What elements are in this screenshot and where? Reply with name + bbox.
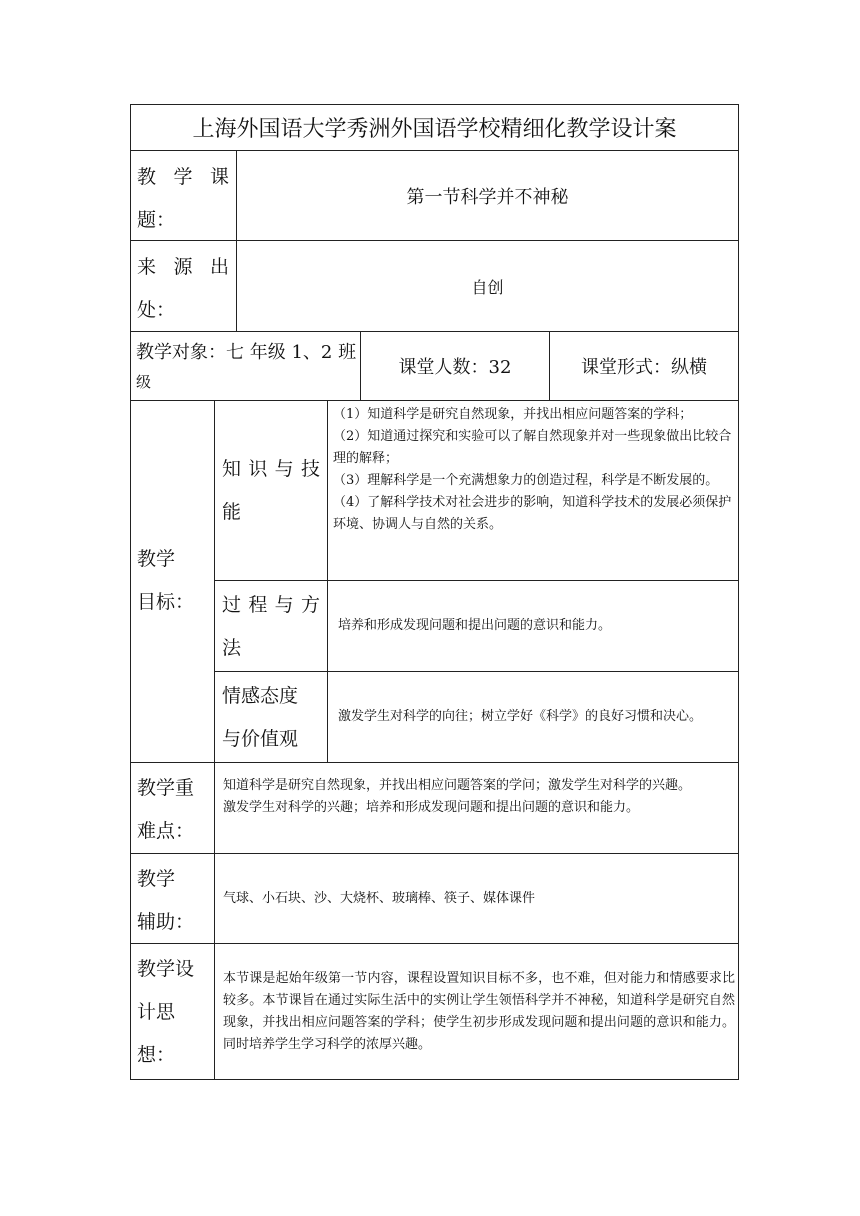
knowledge-label: 知 识 与 技 能 bbox=[222, 458, 320, 523]
emotion-text: 激发学生对科学的向往；树立学好《科学》的良好习惯和决心。 bbox=[338, 709, 703, 724]
list-item: （4）了解科学技术对社会进步的影响，知道科学技术的发展必须保护环境、协调人与自然的关系。 bbox=[333, 495, 732, 532]
key-points-text: 知道科学是研究自然现象，并找出相应问题答案的学问；激发学生对科学的兴趣。 激发学生对科学的兴趣；培养和形成发现问题和提出问题的意识和能力。 bbox=[223, 778, 692, 815]
process-text: 培养和形成发现问题和提出问题的意识和能力。 bbox=[338, 618, 612, 633]
design-text: 本节课是起始年级第一节内容，课程设置知识目标不多，也不难，但对能力和情感要求比较多。本节课旨在通过实际生活中的实例让学生领悟科学并不神秘，知道科学是研究自然现象，并找出相应问题答案的学科；使学生初步形成发现问题和提出问题的意识和能力。同时培养学生学习科学的浓厚兴趣。 bbox=[223, 970, 735, 1052]
objectives-label: 教学 目标： bbox=[137, 548, 195, 613]
process-label: 过 程 与 方 法 bbox=[222, 594, 320, 659]
design-label: 教学设 计思 想： bbox=[137, 958, 195, 1066]
emotion-label: 情感态度 与价值观 bbox=[222, 685, 299, 750]
topic-value: 第一节科学并不神秘 bbox=[406, 186, 569, 208]
page-title: 上海外国语大学秀洲外国语学校精细化教学设计案 bbox=[192, 117, 677, 142]
list-item: （1）知道科学是研究自然现象，并找出相应问题答案的学科； bbox=[333, 407, 693, 422]
source-label: 来 源 出 处： bbox=[137, 256, 229, 321]
aids-label: 教学 辅助： bbox=[137, 868, 195, 933]
knowledge-list bbox=[333, 404, 733, 536]
topic-label: 教 学 课 题： bbox=[137, 166, 229, 231]
list-item: （3）理解科学是一个充满想象力的创造过程，科学是不断发展的。 bbox=[333, 473, 719, 488]
target-class: 教学对象：七 年级 1、2 班 级 bbox=[136, 342, 357, 391]
source-value: 自创 bbox=[471, 277, 504, 297]
class-size: 课堂人数：32 bbox=[398, 357, 512, 378]
key-points-label: 教学重 难点： bbox=[137, 777, 195, 842]
list-item: （2）知道通过探究和实验可以了解自然现象并对一些现象做出比较合理的解释； bbox=[333, 429, 732, 466]
aids-text: 气球、小石块、沙、大烧杯、玻璃棒、筷子、媒体课件 bbox=[223, 890, 536, 906]
class-form: 课堂形式：纵横 bbox=[581, 357, 707, 378]
